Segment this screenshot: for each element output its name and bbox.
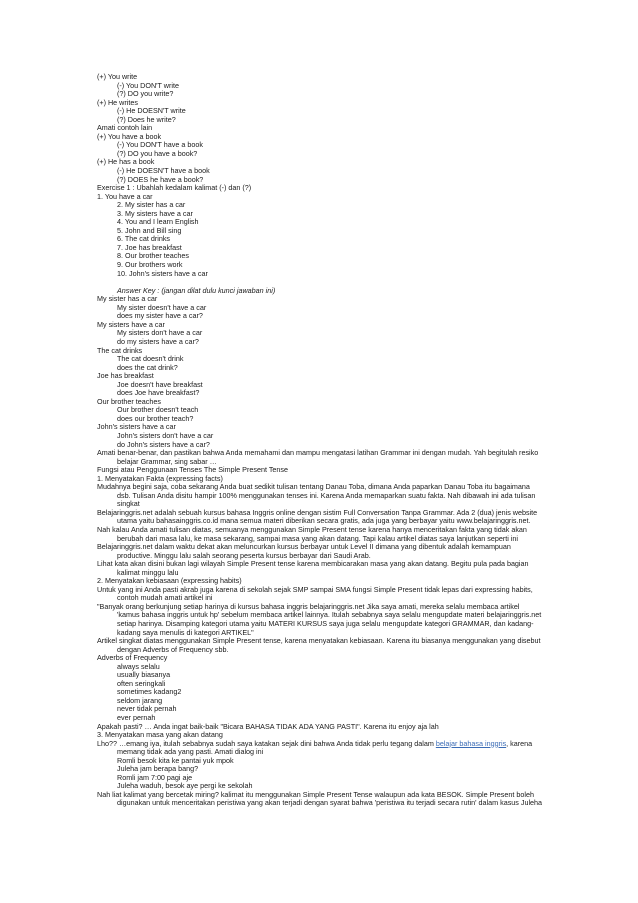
paragraph-line: dsb. Tulisan Anda disitu hampir 100% menggunakan tenses ini. Karena Anda memaparkan suatu fakta. Nah dibawah ini ada tulisan	[117, 491, 536, 500]
paragraph-line: Nah liat kalimat yang bercetak miring? kalimat itu menggunakan Simple Present Tense walaupun ada kata BESOK. Simple Present boleh	[97, 790, 534, 799]
dialog-line: Juleha jam berapa bang?	[117, 765, 199, 774]
paragraph-line: dengan Adverbs of Frequency sbb.	[117, 645, 229, 654]
exercise-item: 8. Our brother teaches	[117, 252, 189, 261]
adverb-item: always selalu	[117, 662, 160, 671]
section-heading: 2. Menyatakan kebiasaan (expressing habits)	[97, 577, 242, 586]
text-line: (-) You DON'T write	[117, 81, 179, 90]
answer-line: does our brother teach?	[117, 414, 194, 423]
paragraph-line: belajar Grammar, sing sabar …	[117, 457, 217, 466]
text-line: (?) DOES he have a book?	[117, 175, 204, 184]
text-line: (+) You write	[97, 73, 138, 81]
paragraph-line: kadang saya menulis di kategori ARTIKEL"	[117, 628, 254, 637]
paragraph-line: Apakah pasti? … Anda ingat baik-baik "Bicara BAHASA TIDAK ADA YANG PASTI". Karena itu enjoy aja lah	[97, 722, 439, 731]
answer-line: My sisters don't have a car	[117, 329, 203, 338]
answer-line: The cat doesn't drink	[117, 355, 184, 364]
text-line: (-) You DON'T have a book	[117, 141, 203, 150]
paragraph-line: Artikel singkat diatas menggunakan Simple Present tense, karena menyatakan kebiasaan. Karena itu biasanya menggunakan yang disebut	[97, 637, 541, 646]
exercise-item: 4. You and I learn English	[117, 218, 199, 227]
answer-line: Our brother teaches	[97, 397, 161, 406]
exercise-item: 3. My sisters have a car	[117, 209, 193, 218]
exercise-item: 6. The cat drinks	[117, 235, 171, 244]
answer-line: Our brother doesn't teach	[117, 406, 199, 415]
answer-line: does my sister have a car?	[117, 312, 203, 321]
paragraph-line: Belajaringgris.net dalam waktu dekat akan meluncurkan kursus berbayar untuk Level II dimana yang dibentuk adalah kemampuan	[97, 543, 511, 552]
paragraph-line: Mudahnya begini saja, coba sekarang Anda buat sedikit tulisan tentang Danau Toba, dimana Anda paparkan Danau Toba itu bagaimana	[97, 483, 530, 492]
paragraph-text: Lho?? …emang iya, itulah sebabnya sudah saya katakan sejak dini bahwa Anda tidak perlu tegang dalam	[97, 739, 434, 748]
section-heading: 3. Menyatakan masa yang akan datang	[97, 731, 223, 740]
answer-line: My sisters have a car	[97, 320, 165, 329]
adverb-item: sometimes kadang2	[117, 688, 182, 697]
paragraph-line: Belajaringgris.net adalah sebuah kursus bahasa Inggris online dengan sistim Full Conversation Tanpa Grammar. Ada 2 (dua) jenis website	[97, 508, 538, 517]
answer-line: do John's sisters have a car?	[117, 440, 210, 449]
section-heading: Adverbs of Frequency	[97, 654, 168, 663]
adverb-item: ever pernah	[117, 714, 156, 723]
exercise-item: 2. My sister has a car	[117, 201, 186, 210]
paragraph-text: , karena	[506, 739, 533, 748]
section-heading: Fungsi atau Penggunaan Tenses The Simple Present Tense	[97, 466, 288, 475]
text-line: (-) He DOESN'T write	[117, 107, 186, 116]
answer-line: John's sisters have a car	[97, 423, 176, 432]
text-line: (?) DO you have a book?	[117, 149, 198, 158]
paragraph-line: singkat	[117, 500, 140, 509]
adverb-item: seldom jarang	[117, 696, 163, 705]
text-line: (-) He DOESN'T have a book	[117, 167, 210, 176]
paragraph-line: "Banyak orang berkunjung setiap harinya di kursus bahasa inggris belajaringgris.net Jika saya amati, mereka selalu membaca artikel	[97, 602, 520, 611]
answer-line: Joe has breakfast	[97, 372, 154, 381]
dialog-line: Romli besok kita ke pantai yuk mpok	[117, 756, 234, 765]
paragraph-line: Amati benar-benar, dan pastikan bahwa Anda memahami dan mampu mengatasi latihan Grammar ini dengan mudah. Yah begitulah resiko	[97, 449, 539, 458]
text-line: (+) You have a book	[97, 132, 162, 141]
paragraph-line: contoh mudah amati artikel ini	[117, 594, 213, 603]
answer-line: The cat drinks	[97, 346, 143, 355]
paragraph-line: kalimat minggu lalu	[117, 568, 179, 577]
paragraph-line: Untuk yang ini Anda pasti akrab juga karena di sekolah sejak SMP sampai SMA fungsi Simple Present tidak lepas dari expressing habits,	[97, 585, 533, 594]
exercise-item: 1. You have a car	[97, 192, 153, 201]
paragraph-line: berubah dari masa lalu, ke masa sekarang, sampai masa yang akan datang. Tapi kalau artikel diatas saya lanjutkan seperti ini	[117, 534, 518, 543]
text-line: (+) He has a book	[97, 158, 155, 167]
answer-line: John's sisters don't have a car	[117, 431, 214, 440]
text-line: Amati contoh lain	[97, 124, 153, 133]
answer-line: My sister has a car	[97, 295, 158, 304]
belajar-bahasa-inggris-link[interactable]: belajar bahasa inggris	[435, 739, 507, 748]
paragraph-line: productive. Minggu lalu salah seorang peserta kursus berbayar dari Saudi Arab.	[117, 551, 371, 560]
answer-line: do my sisters have a car?	[117, 337, 199, 346]
document-page	[97, 73, 567, 808]
text-line: (+) He writes	[97, 98, 138, 107]
paragraph-line: Lihat kata akan disini bukan lagi wilayah Simple Present tense karena membicarakan masa yang akan datang. Begitu pula pada bagian	[97, 560, 529, 569]
section-heading: 1. Menyatakan Fakta (expressing facts)	[97, 474, 223, 483]
paragraph-line: 'kamus bahasa inggris untuk hp' sebelum membaca artikel lainnya. Itulah sebabnya saya selalu mengupdate materi belajaringgris.net	[117, 611, 542, 620]
paragraph-line: setiap harinya. Disamping kategori utama yaitu MATERI KURSUS saya juga selalu mengupdate kategori GRAMMAR, dan kadang-	[117, 620, 534, 628]
answer-key-heading: Answer Key : (jangan dilat dulu kunci jawaban ini)	[117, 286, 276, 295]
dialog-line: Romli jam 7:00 pagi aje	[117, 773, 193, 782]
paragraph-line: utama yaitu bahasainggris.co.id mana semua materi diberikan secara gratis, ada juga yang berbayar yaitu www.belajaringgris.net.	[117, 517, 531, 526]
answer-line: does the cat drink?	[117, 363, 178, 372]
exercise-item: 10. John's sisters have a car	[117, 269, 208, 278]
answer-line: Joe doesn't have breakfast	[117, 380, 203, 389]
paragraph-line	[97, 740, 567, 749]
adverb-item: never tidak pernah	[117, 705, 177, 714]
answer-line: My sister doesn't have a car	[117, 303, 207, 312]
paragraph-line: memang tidak ada yang pasti. Amati dialog ini	[117, 748, 264, 757]
answer-line: does Joe have breakfast?	[117, 389, 200, 398]
text-line: (?) Does he write?	[117, 115, 176, 124]
paragraph-line: Nah kalau Anda amati tulisan diatas, semuanya menggunakan Simple Present tense karena hanya menceritakan fakta yang tidak akan	[97, 525, 527, 534]
adverb-item: often seringkali	[117, 679, 166, 688]
dialog-line: Juleha waduh, besok aye pergi ke sekolah	[117, 782, 253, 791]
exercise-item: 9. Our brothers work	[117, 261, 183, 270]
paragraph-line: digunakan untuk menceritakan peristiwa yang akan terjadi dengan syarat bahwa 'peristiwa itu terjadi secara rutin' dalam kasus Juleha	[117, 799, 543, 808]
adverb-item: usually biasanya	[117, 671, 171, 680]
exercise-heading: Exercise 1 : Ubahlah kedalam kalimat (-) dan (?)	[97, 184, 252, 193]
exercise-item: 5. John and Bill sing	[117, 226, 182, 235]
exercise-item: 7. Joe has breakfast	[117, 243, 182, 252]
text-line: (?) DO you write?	[117, 90, 174, 99]
